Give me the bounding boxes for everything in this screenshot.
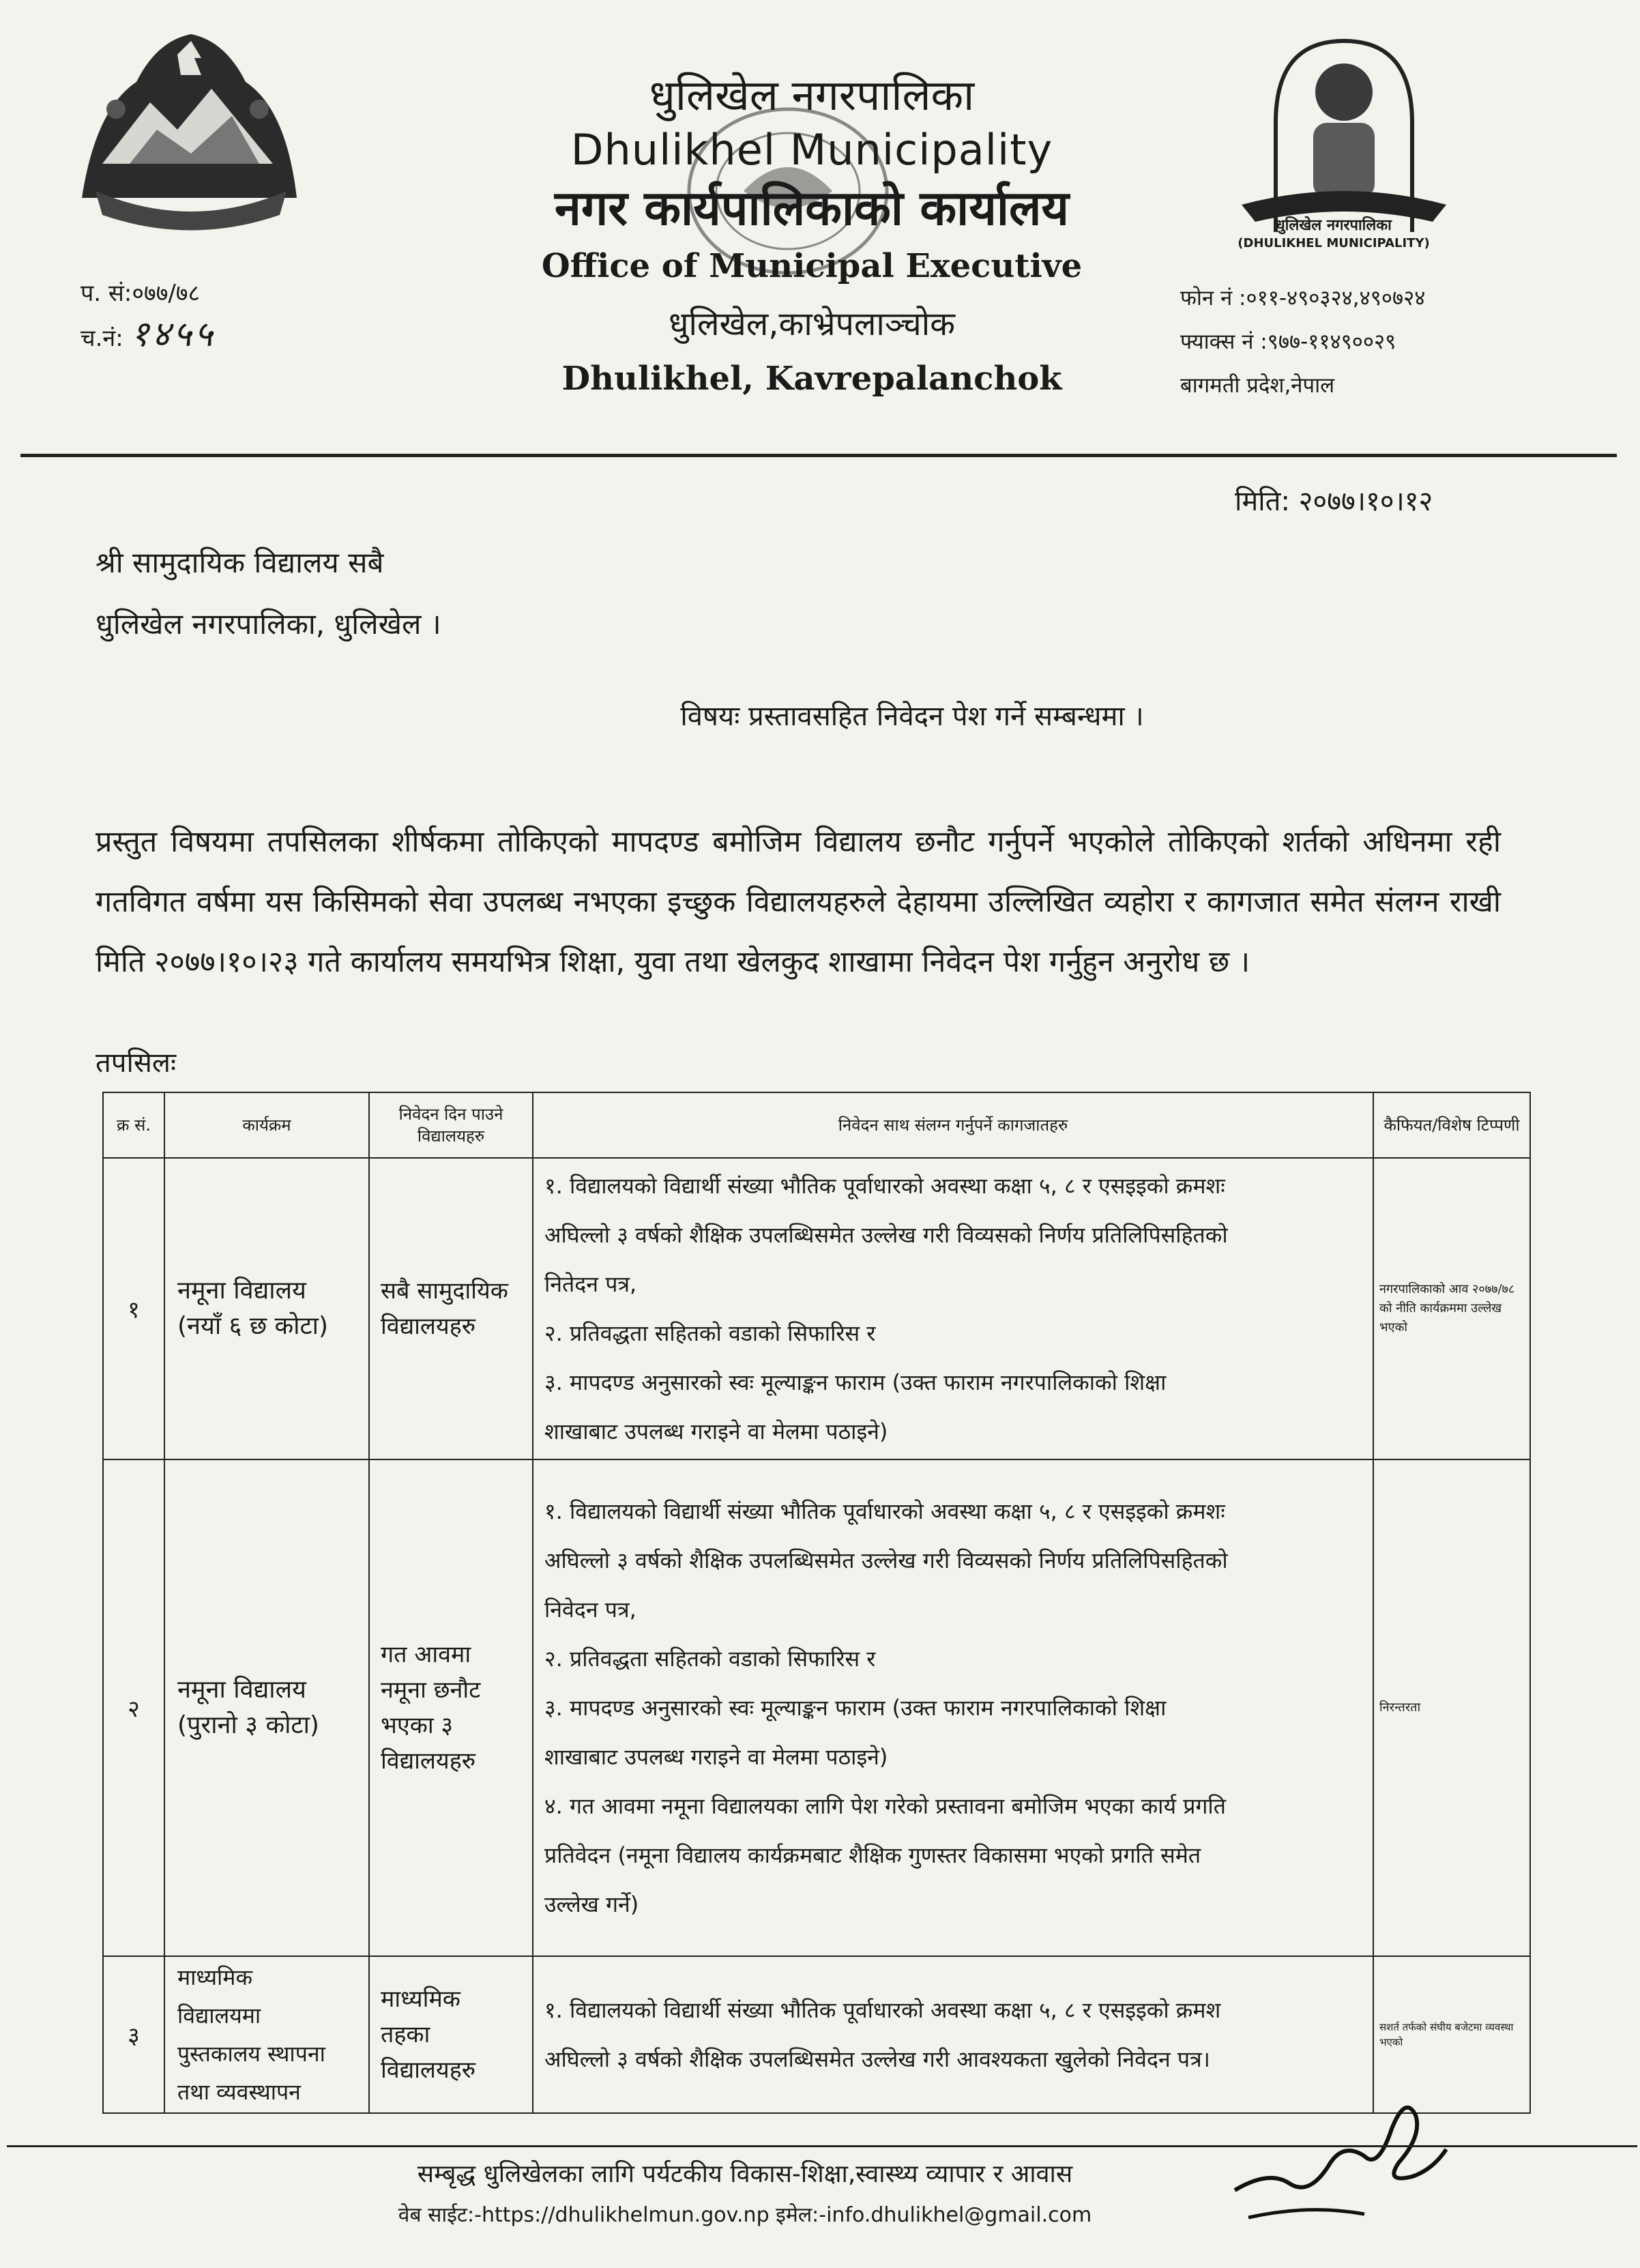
details-table bbox=[102, 1092, 1531, 2114]
program-line: विद्यालयमा bbox=[177, 2003, 261, 2029]
row-remarks: सशर्त तर्फको संघीय बजेटमा व्यवस्था भएको bbox=[1373, 1956, 1530, 2113]
letter-number: प. सं:०७७/७८ bbox=[80, 280, 201, 307]
contact-block bbox=[1180, 276, 1425, 407]
logo-caption bbox=[1207, 217, 1460, 252]
municipality-name-np: धुलिखेल नगरपालिका bbox=[649, 70, 975, 120]
dispatch-number-row bbox=[80, 314, 216, 359]
eligible-line: सबै सामुदायिक bbox=[381, 1277, 508, 1305]
eligible-line: माध्यमिक bbox=[381, 1986, 460, 2013]
municipality-name-en: Dhulikhel Municipality bbox=[570, 125, 1053, 175]
nepal-government-emblem-icon bbox=[55, 27, 321, 232]
program-line: पुस्तकालय स्थापना bbox=[177, 2041, 325, 2067]
document-line: १. विद्यालयको विद्यार्थी संख्या भौतिक पूर्वाधारको अवस्था कक्षा ५, ८ र एसइइको क्रमश bbox=[544, 1997, 1221, 2023]
province-name: बागमती प्रदेश,नेपाल bbox=[1180, 373, 1335, 398]
eligible-line: विद्यालयहरु bbox=[381, 1313, 476, 1340]
address-en: Dhulikhel, Kavrepalanchok bbox=[561, 360, 1062, 398]
header-sn: क्र सं. bbox=[103, 1092, 164, 1158]
row-eligible bbox=[369, 1158, 533, 1459]
document-line: शाखाबाट उपलब्ध गराइने वा मेलमा पठाइने) bbox=[544, 1419, 888, 1444]
header-eligible: निवेदन दिन पाउने विद्यालयहरु bbox=[369, 1092, 533, 1158]
addressee-line-1: श्री सामुदायिक विद्यालय सबै bbox=[96, 546, 384, 579]
document-line: उल्लेख गर्ने) bbox=[544, 1891, 639, 1917]
footer-divider bbox=[7, 2145, 1637, 2147]
row-remarks: नगरपालिकाको आव २०७७/७८ को नीति कार्यक्रममा उल्लेख भएको bbox=[1373, 1158, 1530, 1459]
document-line: शाखाबाट उपलब्ध गराइने वा मेलमा पठाइने) bbox=[544, 1744, 888, 1770]
header-divider bbox=[20, 454, 1617, 457]
address-np: धुलिखेल,काभ्रेपलाञ्चोक bbox=[669, 305, 955, 343]
details-label: तपसिलः bbox=[96, 1047, 177, 1079]
fax-number: फ्याक्स नं :९७७-११४९००२९ bbox=[1180, 330, 1396, 354]
letter-date: मिति: २०७७।१०।१२ bbox=[1235, 486, 1433, 517]
row-remarks: निरन्तरता bbox=[1373, 1459, 1530, 1956]
document-line: ३. मापदण्ड अनुसारको स्वः मूल्याङ्कन फाराम (उक्त फाराम नगरपालिकाको शिक्षा bbox=[544, 1369, 1167, 1395]
dispatch-number-label: च.नं: bbox=[80, 325, 123, 352]
eligible-line: नमूना छनौट bbox=[381, 1676, 481, 1704]
letter-subject: विषयः प्रस्तावसहित निवेदन पेश गर्ने सम्बन्धमा । bbox=[680, 701, 1144, 732]
dhulikhel-municipality-logo-icon bbox=[1228, 27, 1460, 239]
document-line: २. प्रतिवद्धता सहितको वडाको सिफारिस र bbox=[544, 1320, 876, 1346]
table-row bbox=[103, 1459, 1530, 1956]
table-header-row bbox=[103, 1092, 1530, 1158]
logo-caption-en: (DHULIKHEL MUNICIPALITY) bbox=[1238, 236, 1430, 250]
row-documents bbox=[533, 1158, 1373, 1459]
program-line: नमूना विद्यालय bbox=[177, 1676, 306, 1704]
program-line: तथा व्यवस्थापन bbox=[177, 2079, 301, 2105]
letterhead-title bbox=[382, 68, 1242, 403]
eligible-line: विद्यालयहरु bbox=[381, 2056, 476, 2084]
dispatch-number-value: १४५५ bbox=[130, 314, 216, 355]
document-line: अघिल्लो ३ वर्षको शैक्षिक उपलब्धिसमेत उल्लेख गरी विव्यसको निर्णय प्रतिलिपिसहितको bbox=[544, 1222, 1228, 1248]
program-line: नमूना विद्यालय bbox=[177, 1277, 306, 1305]
phone-number: फोन नं :०११-४९०३२४,४९०७२४ bbox=[1180, 286, 1426, 310]
document-line: १. विद्यालयको विद्यार्थी संख्या भौतिक पूर्वाधारको अवस्था कक्षा ५, ८ र एसइइको क्रमशः bbox=[544, 1498, 1225, 1524]
row-program bbox=[164, 1956, 369, 2113]
document-line: प्रतिवेदन (नमूना विद्यालय कार्यक्रमबाट शैक्षिक गुणस्तर विकासमा भएको प्रगति समेत bbox=[544, 1842, 1201, 1868]
document-line: ३. मापदण्ड अनुसारको स्वः मूल्याङ्कन फाराम (उक्त फाराम नगरपालिकाको शिक्षा bbox=[544, 1695, 1167, 1721]
document-line: अघिल्लो ३ वर्षको शैक्षिक उपलब्धिसमेत उल्लेख गरी विव्यसको निर्णय प्रतिलिपिसहितको bbox=[544, 1547, 1228, 1573]
header-program: कार्यक्रम bbox=[164, 1092, 369, 1158]
document-line: निवेदन पत्र, bbox=[544, 1597, 636, 1623]
eligible-line: गत आवमा bbox=[381, 1641, 471, 1668]
document-line: अघिल्लो ३ वर्षको शैक्षिक उपलब्धिसमेत उल्लेख गरी आवश्यकता खुलेको निवेदन पत्र। bbox=[544, 2046, 1210, 2072]
document-line: नितेदन पत्र, bbox=[544, 1271, 637, 1297]
addressee-line-2: धुलिखेल नगरपालिका, धुलिखेल । bbox=[96, 607, 441, 641]
eligible-line: विद्यालयहरु bbox=[381, 1747, 476, 1775]
document-line: २. प्रतिवद्धता सहितको वडाको सिफारिस र bbox=[544, 1646, 876, 1672]
document-line: ४. गत आवमा नमूना विद्यालयका लागि पेश गरेको प्रस्तावना बमोजिम भएका कार्य प्रगति bbox=[544, 1793, 1226, 1819]
reference-block bbox=[80, 273, 216, 359]
row-sn: २ bbox=[103, 1459, 164, 1956]
document-line: १. विद्यालयको विद्यार्थी संख्या भौतिक पूर्वाधारको अवस्था कक्षा ५, ८ र एसइइको क्रमशः bbox=[544, 1173, 1225, 1199]
program-line: (पुरानो ३ कोटा) bbox=[177, 1711, 319, 1739]
row-sn: १ bbox=[103, 1158, 164, 1459]
office-name-en: Office of Municipal Executive bbox=[541, 247, 1083, 285]
row-documents bbox=[533, 1459, 1373, 1956]
row-sn: ३ bbox=[103, 1956, 164, 2113]
program-line: माध्यमिक bbox=[177, 1964, 253, 1990]
row-program bbox=[164, 1158, 369, 1459]
table-row bbox=[103, 1158, 1530, 1459]
header-documents: निवेदन साथ संलग्न गर्नुपर्ने कागजातहरु bbox=[533, 1092, 1373, 1158]
letter-body: प्रस्तुत विषयमा तपसिलका शीर्षकमा तोकिएको मापदण्ड बमोजिम विद्यालय छनौट गर्नुपर्ने भएकोले तोकिएको शर्तको अधिनमा रही गतविगत वर्षमा यस किसिमको सेवा उपलब्ध नभएका इच्छुक विद्यालयहरुले देहायमा उल्लिखित व्यहोरा र कागजात समेत संलग्न राखी मिति २०७७।१०।२३ गते कार्यालय समयभित्र शिक्षा, युवा तथा खेलकुद शाखामा निवेदन पेश गर्नुहुन अनुरोध छ । bbox=[96, 825, 1501, 979]
row-eligible bbox=[369, 1459, 533, 1956]
addressee-block bbox=[96, 532, 441, 655]
row-eligible bbox=[369, 1956, 533, 2113]
office-name-np: नगर कार्यपालिकाको कार्यालय bbox=[554, 180, 1070, 236]
header-remarks: कैफियत/विशेष टिप्पणी bbox=[1373, 1092, 1530, 1158]
footer-slogan: सम्बृद्ध धुलिखेलका लागि पर्यटकीय विकास-शिक्षा,स्वास्थ्य व्यापार र आवास bbox=[417, 2160, 1073, 2188]
eligible-line: तहका bbox=[381, 2021, 430, 2048]
eligible-line: भएका ३ bbox=[381, 1712, 454, 1739]
footer-web-email: वेब साईट:-https://dhulikhelmun.gov.np इमेल:-info.dhulikhel@gmail.com bbox=[398, 2203, 1092, 2227]
row-program bbox=[164, 1459, 369, 1956]
logo-caption-np: धुलिखेल नगरपालिका bbox=[1276, 217, 1392, 234]
program-line: (नयाँ ६ छ कोटा) bbox=[177, 1312, 328, 1340]
